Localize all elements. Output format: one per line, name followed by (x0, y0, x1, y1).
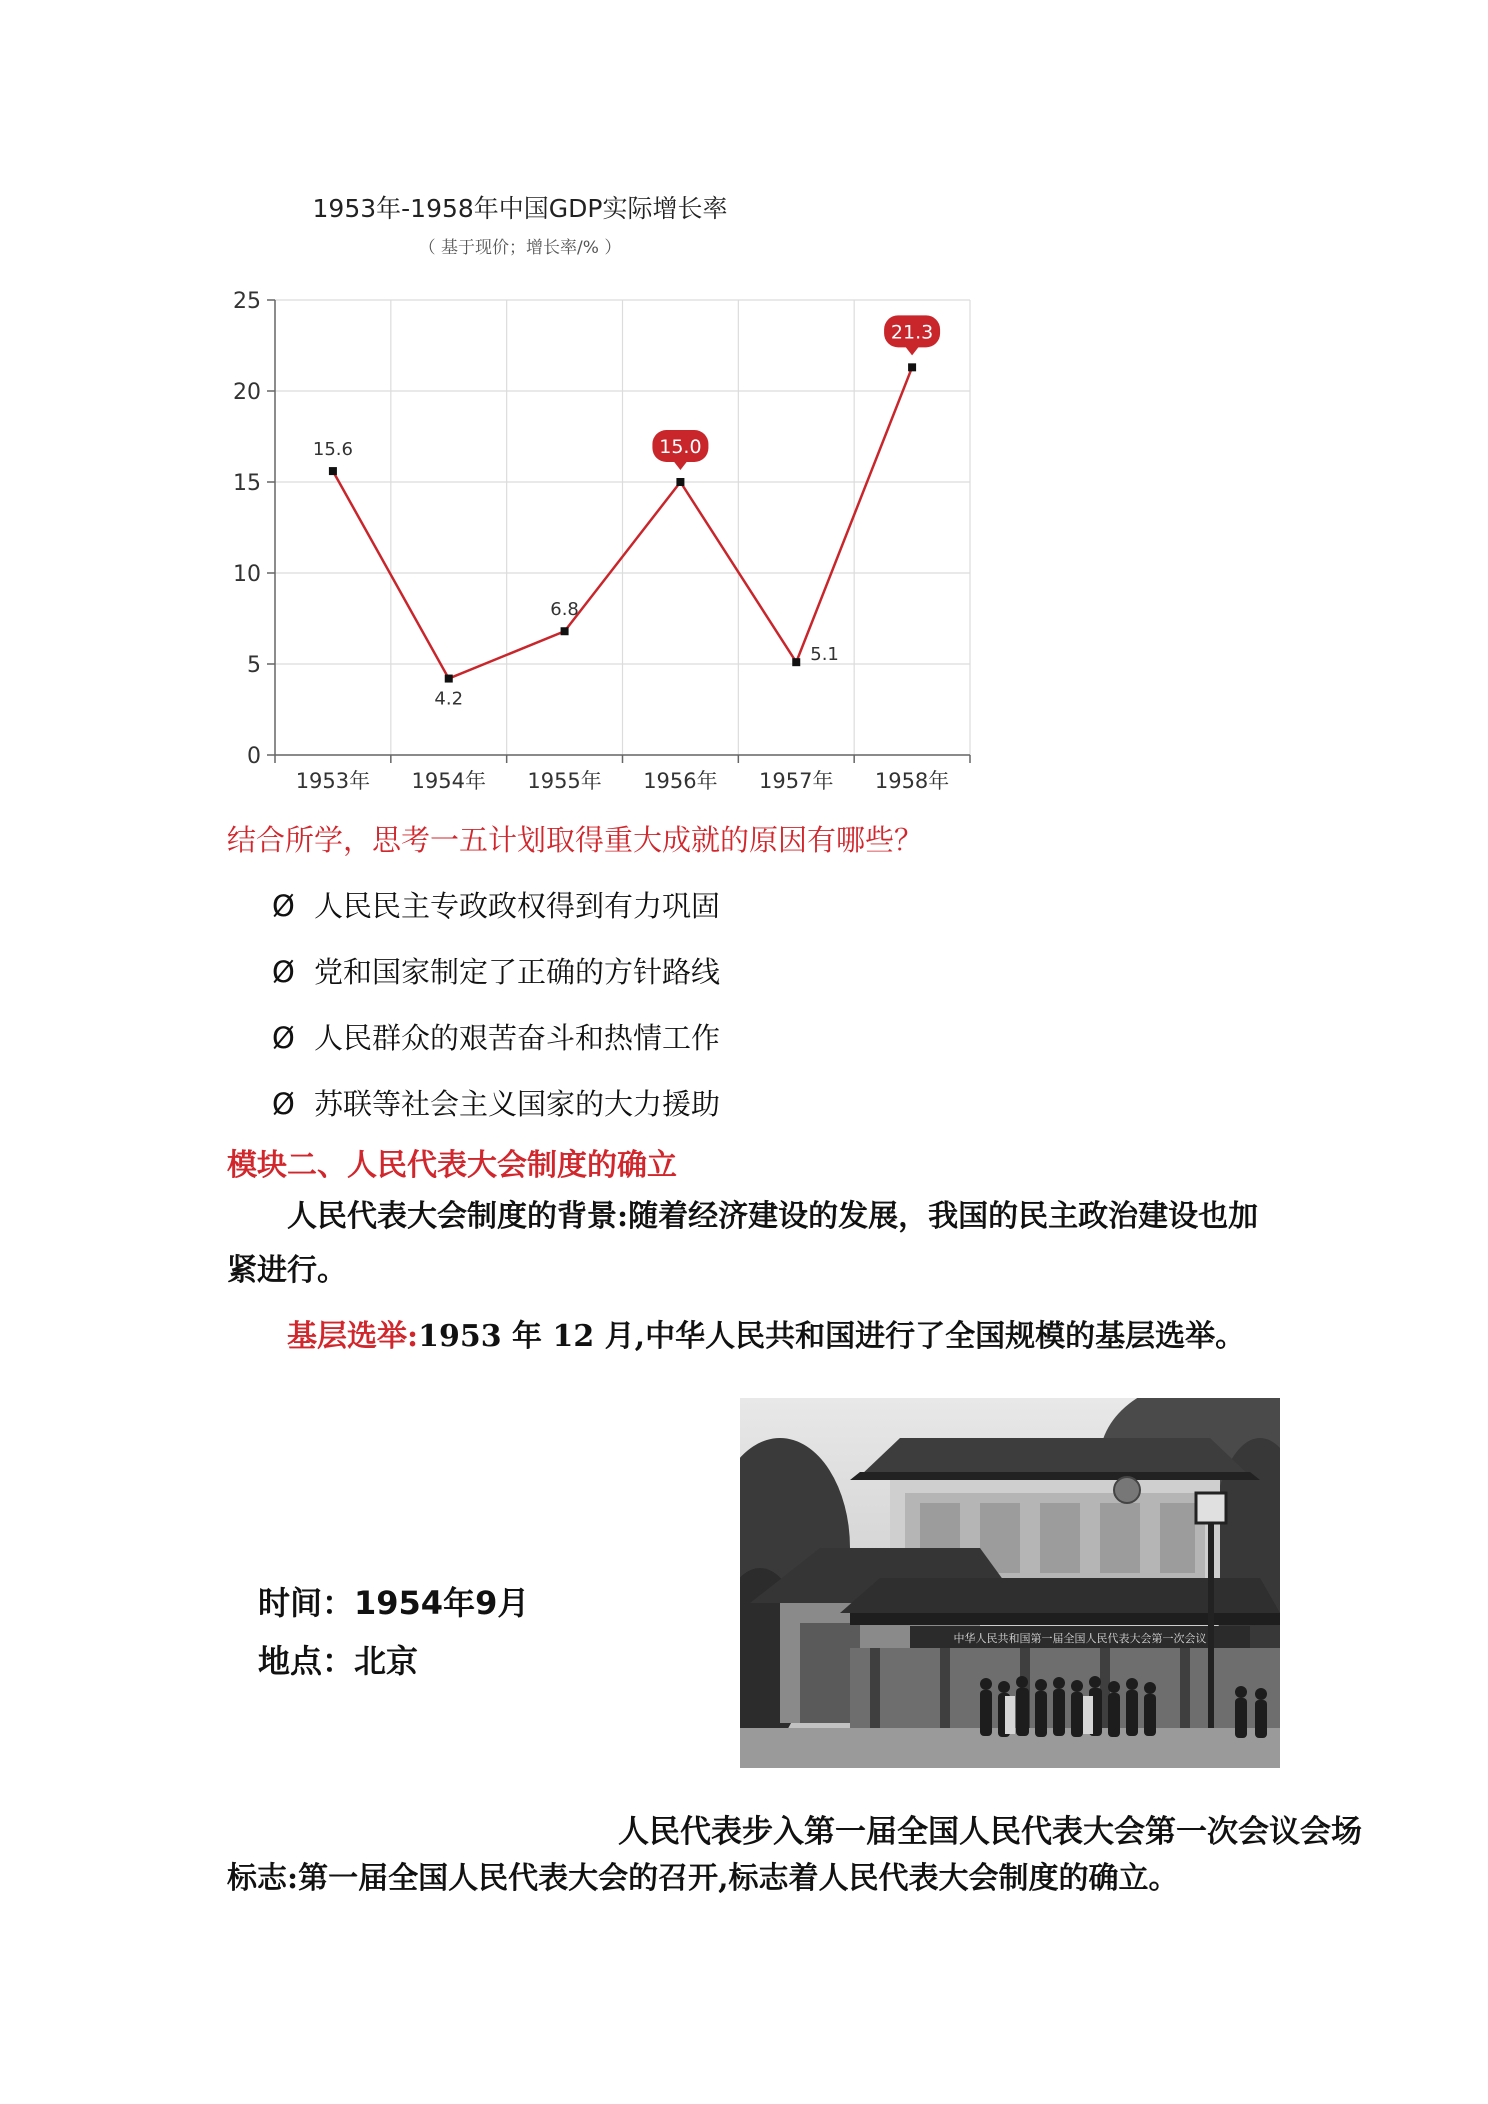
module-heading: 模块二、人民代表大会制度的确立 (227, 1148, 677, 1183)
data-point (329, 467, 337, 475)
x-tick-label: 1956年 (643, 769, 718, 793)
x-axis-ticks (296, 769, 950, 793)
y-tick-label: 15 (233, 471, 261, 496)
x-tick-label: 1955年 (527, 769, 602, 793)
bullet-text: 苏联等社会主义国家的大力援助 (314, 1087, 721, 1121)
bullet-text: 人民群众的艰苦奋斗和热情工作 (314, 1021, 721, 1055)
meeting-time: 时间：1954年9月 (258, 1584, 530, 1622)
chart-subtitle: （ 基于现价；增长率/% ） (418, 238, 622, 258)
data-label: 6.8 (550, 599, 579, 621)
bullet-icon: Ø (272, 1021, 295, 1055)
x-tick-label: 1953年 (295, 769, 371, 793)
x-tick-label: 1958年 (874, 769, 950, 793)
data-label: 15.6 (312, 439, 353, 461)
data-label: 15.0 (659, 436, 702, 458)
data-labels (313, 315, 940, 709)
election-label: 基层选举: (287, 1319, 419, 1354)
meeting-place: 地点：北京 (258, 1642, 419, 1680)
bullet-icon: Ø (272, 889, 295, 923)
y-tick-label: 0 (247, 744, 261, 769)
congress-hall-photo (740, 1398, 1280, 1768)
hall-illustration (740, 1398, 1280, 1768)
election-text: 1953 年 12 月,中华人民共和国进行了全国规模的基层选举。 (418, 1319, 1246, 1354)
background-paragraph: 人民代表大会制度的背景:随着经济建设的发展，我国的民主政治建设也加紧进行。 (227, 1199, 1259, 1288)
data-label: 4.2 (434, 688, 464, 710)
callout-pointer (905, 346, 919, 355)
data-point (792, 658, 800, 666)
election-line (287, 1310, 1245, 1364)
data-label: 5.1 (810, 644, 839, 666)
bullet-icon: Ø (272, 955, 295, 989)
y-tick-label: 25 (233, 289, 261, 314)
x-tick-label: 1957年 (759, 769, 834, 793)
y-tick-label: 20 (233, 380, 261, 405)
sign-paragraph: 标志:第一届全国人民代表大会的召开,标志着人民代表大会制度的确立。 (227, 1861, 1179, 1896)
data-label: 21.3 (890, 321, 934, 344)
chart-axes (267, 300, 970, 763)
x-tick-label: 1954年 (411, 769, 486, 793)
highlight-callout (884, 315, 940, 355)
y-tick-label: 10 (233, 562, 261, 587)
chart-title: 1953年-1958年中国GDP实际增长率 (312, 194, 728, 223)
list-item (272, 884, 720, 925)
bullet-text: 人民民主专政政权得到有力巩固 (314, 889, 721, 923)
y-axis-ticks (233, 289, 261, 769)
highlight-callout (652, 430, 708, 470)
data-point (908, 363, 916, 371)
chart-grid (275, 300, 970, 755)
data-point (676, 478, 684, 486)
callout-pointer (673, 461, 687, 470)
list-item (272, 1016, 720, 1057)
gdp-growth-chart (215, 185, 995, 805)
question-text: 结合所学，思考一五计划取得重大成就的原因有哪些？ (227, 823, 924, 857)
list-item (272, 950, 720, 991)
bullet-text: 党和国家制定了正确的方针路线 (314, 955, 721, 989)
list-item (272, 1082, 720, 1123)
photo-caption: 人民代表步入第一届全国人民代表大会第一次会议会场 (618, 1814, 1362, 1850)
hall-banner-text: 中华人民共和国第一届全国人民代表大会第一次会议 (953, 1632, 1207, 1645)
data-point (445, 675, 453, 683)
bullet-icon: Ø (272, 1087, 295, 1121)
data-point (561, 627, 569, 635)
y-tick-label: 5 (247, 653, 261, 678)
